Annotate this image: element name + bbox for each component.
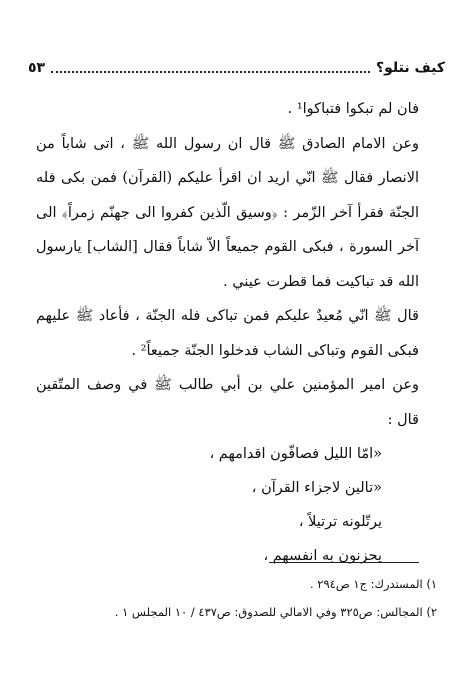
- paragraph: فان لم تبكوا فتباكوا¹ .: [287, 101, 419, 117]
- chapter-title: كيف نتلو؟: [376, 60, 445, 76]
- body-text: [36, 92, 437, 573]
- quote-line: يحزنون به انفسهم ،: [263, 548, 382, 564]
- quote-line: يرتّلونه ترتيلاً ،: [298, 514, 382, 530]
- quote-line: «تالين لاجزاء القرآن ،: [251, 480, 382, 496]
- paragraph: قال ﷺ انّي مُعيدٌ عليكم فمن تباكى فله الجنّة ، فأعاد ﷺ عليهم فبكى القوم وتباكى الشاب فدخلوا الجنّة جميعاً² .: [36, 308, 419, 359]
- running-header: [28, 56, 445, 80]
- footnotes: [30, 570, 437, 626]
- footnote-separator: [269, 562, 419, 563]
- footnote: ٢) المجالس: ص٣٢٥ وفي الامالي للصدوق: ص٤٣٧ / ١٠ المجلس ١ .: [114, 605, 437, 619]
- quote-line: «امّا الليل فصافّون اقدامهم ،: [209, 446, 382, 462]
- paragraph: وعن امير المؤمنين علي بن أبي طالب ﷺ في وصف المتّقين قال :: [36, 377, 419, 428]
- paragraph: وعن الامام الصادق ﷺ قال ان رسول الله ﷺ ، اتى شاباً من الانصار فقال ﷺ انّي اريد ان اقرأ عليكم (القرآن) فمن بكى فله الجنّة فقرأ آخر الزّمر : ﴿وسيق الّذين كفروا الى جهنّم زمراً﴾ الى آخر السورة ، فبكى القوم جميعاً الاّ شاباً فقال [الشاب] يارسول الله قد تباكيت فما قطرت عيني .: [36, 135, 419, 290]
- dotted-leader: [51, 63, 370, 73]
- page-number: ٥٣: [28, 60, 46, 76]
- footnote: ١) المستدرك: ج١ ص٢٩٤ .: [309, 577, 437, 591]
